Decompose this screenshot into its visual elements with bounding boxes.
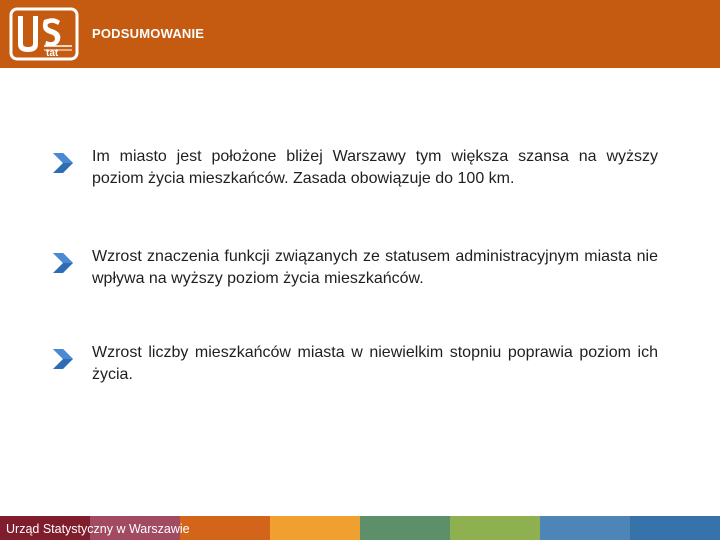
footer-segment	[270, 516, 360, 540]
list-item-text: Im miasto jest położone bliżej Warszawy tym większa szansa na wyższy poziom życia mieszkańców. Zasada obowiązuje do 100 km.	[92, 148, 658, 187]
list-item	[50, 146, 660, 190]
chevron-right-icon	[50, 150, 76, 176]
footer-segment	[540, 516, 630, 540]
footer-segment	[180, 516, 270, 540]
chevron-right-icon	[50, 250, 76, 276]
page-title: PODSUMOWANIE	[92, 26, 205, 41]
footer-segment	[450, 516, 540, 540]
footer-label: Urząd Statystyczny w Warszawie	[6, 522, 190, 536]
chevron-right-icon	[50, 346, 76, 372]
footer-segment	[360, 516, 450, 540]
list-item-text: Wzrost liczby mieszkańców miasta w niewielkim stopniu poprawia poziom ich życia.	[92, 344, 658, 383]
footer-segment	[630, 516, 720, 540]
list-item	[50, 342, 660, 386]
svg-text:tat: tat	[46, 48, 59, 59]
list-item-text: Wzrost znaczenia funkcji związanych ze statusem administracyjnym miasta nie wpływa na wyższy poziom życia mieszkańców.	[92, 248, 658, 287]
list-item	[50, 246, 660, 290]
